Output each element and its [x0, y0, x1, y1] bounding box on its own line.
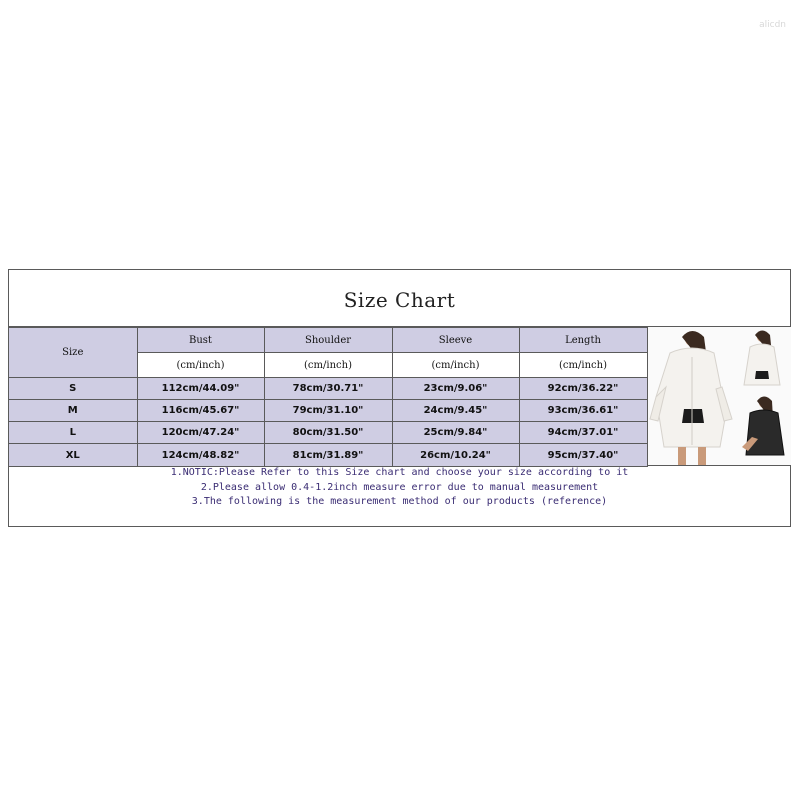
size-chart: [8, 269, 791, 527]
sleeve-cell: 25cm/9.84": [392, 422, 519, 444]
header-row: [9, 328, 647, 353]
length-cell: 94cm/37.01": [519, 422, 647, 444]
bust-cell: 120cm/47.24": [137, 422, 264, 444]
note-line: 1.NOTIC:Please Refer to this Size chart and choose your size according to it: [170, 467, 629, 478]
product-photo: [647, 327, 791, 466]
sleeve-header: Sleeve: [392, 328, 519, 353]
bust-cell: 116cm/45.67": [137, 400, 264, 422]
bust-cell: 112cm/44.09": [137, 378, 264, 400]
sleeve-cell: 24cm/9.45": [392, 400, 519, 422]
length-unit: (cm/inch): [519, 353, 647, 378]
length-cell: 92cm/36.22": [519, 378, 647, 400]
sleeve-cell: 23cm/9.06": [392, 378, 519, 400]
size-header: Size: [9, 328, 137, 378]
chart-title: Size Chart: [9, 270, 790, 327]
size-cell: S: [9, 378, 137, 400]
size-cell: L: [9, 422, 137, 444]
table-row: [9, 378, 647, 400]
table-row: [9, 422, 647, 444]
table-row: [9, 400, 647, 422]
size-cell: XL: [9, 444, 137, 467]
size-table: [9, 327, 648, 467]
sleeve-unit: (cm/inch): [392, 353, 519, 378]
product-photo-illustration: [648, 327, 791, 465]
note-line: 2.Please allow 0.4-1.2inch measure error due to manual measurement: [200, 481, 599, 493]
bust-header: Bust: [137, 328, 264, 353]
length-cell: 95cm/37.40": [519, 444, 647, 467]
length-cell: 93cm/36.61": [519, 400, 647, 422]
shoulder-cell: 78cm/30.71": [264, 378, 392, 400]
notes-section: [9, 466, 790, 510]
shoulder-cell: 79cm/31.10": [264, 400, 392, 422]
bust-unit: (cm/inch): [137, 353, 264, 378]
shoulder-header: Shoulder: [264, 328, 392, 353]
shoulder-cell: 80cm/31.50": [264, 422, 392, 444]
size-cell: M: [9, 400, 137, 422]
shoulder-cell: 81cm/31.89": [264, 444, 392, 467]
shoulder-unit: (cm/inch): [264, 353, 392, 378]
sleeve-cell: 26cm/10.24": [392, 444, 519, 467]
table-row: [9, 444, 647, 467]
note-line: 3.The following is the measurement method of our products (reference): [191, 496, 608, 507]
length-header: Length: [519, 328, 647, 353]
watermark-text: alicdn: [759, 20, 786, 30]
bust-cell: 124cm/48.82": [137, 444, 264, 467]
